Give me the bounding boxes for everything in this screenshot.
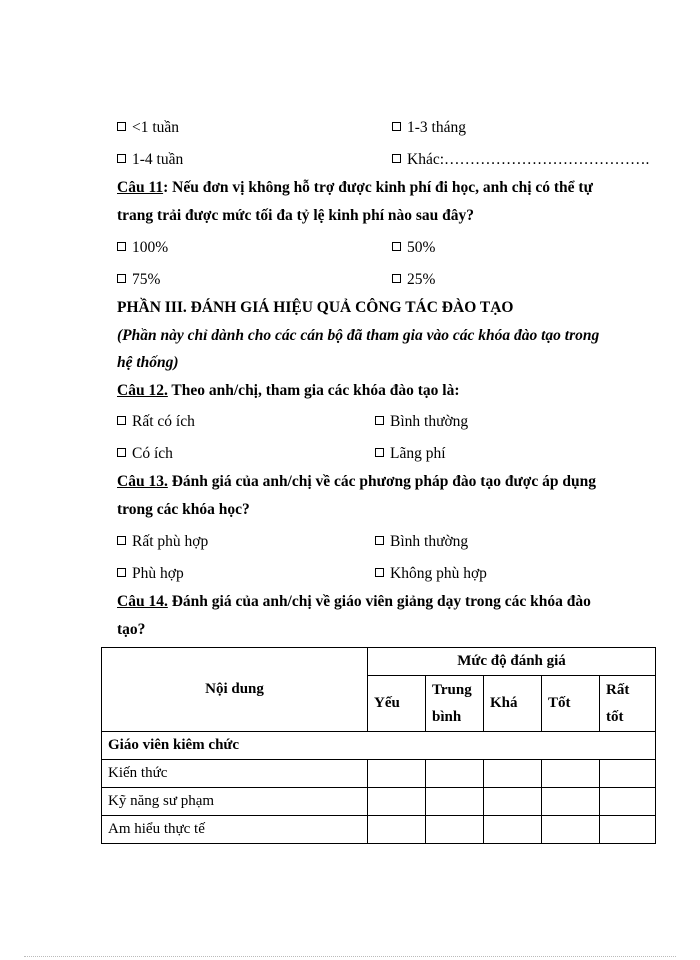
option-label: Có ích	[132, 445, 173, 462]
rating-cell[interactable]	[426, 816, 484, 844]
rating-cell[interactable]	[542, 816, 600, 844]
checkbox-icon[interactable]	[117, 568, 126, 577]
option-label: Khác:………………………………….	[407, 151, 650, 168]
option-1-3-months[interactable]	[392, 118, 466, 138]
question-text: trong các khóa học?	[117, 501, 250, 518]
row-label: Kỹ năng sư phạm	[102, 788, 368, 816]
question-text: Đánh giá của anh/chị về các phương pháp đào tạo được áp dụng	[167, 473, 596, 490]
option-label: 50%	[407, 239, 436, 256]
option-label: 1-3 tháng	[407, 119, 466, 136]
question-text: Đánh giá của anh/chị về giáo viên giảng dạy trong các khóa đào	[167, 593, 591, 610]
content-header: Nội dung	[102, 648, 368, 732]
table-row	[102, 816, 656, 844]
rating-cell[interactable]	[542, 760, 600, 788]
option-1-4-weeks[interactable]	[117, 150, 183, 170]
option-normal[interactable]	[375, 412, 468, 432]
checkbox-icon[interactable]	[117, 448, 126, 457]
level-header-good	[542, 676, 600, 732]
row-label: Kiến thức	[102, 760, 368, 788]
option-label: Phù hợp	[132, 565, 184, 582]
table-header-row	[102, 648, 656, 676]
checkbox-icon[interactable]	[392, 242, 401, 251]
rating-cell[interactable]	[484, 760, 542, 788]
level-label: bình	[432, 708, 462, 725]
option-normal-13[interactable]	[375, 532, 468, 552]
option-label: 75%	[132, 271, 161, 288]
rating-cell[interactable]	[600, 816, 656, 844]
table-row	[102, 760, 656, 788]
question-text: trang trải được mức tối đa tỷ lệ kinh phí nào sau đây?	[117, 207, 475, 224]
level-header-average	[426, 676, 484, 732]
level-label: Tốt	[548, 695, 571, 711]
checkbox-icon[interactable]	[392, 122, 401, 131]
option-label: 1-4 tuần	[132, 151, 184, 168]
question-text: : Nếu đơn vị không hỗ trợ được kinh phí đi học, anh chị có thể tự	[163, 179, 593, 196]
table-row	[102, 788, 656, 816]
checkbox-icon[interactable]	[375, 416, 384, 425]
option-label: 25%	[407, 271, 436, 288]
checkbox-icon[interactable]	[392, 154, 401, 163]
checkbox-icon[interactable]	[117, 122, 126, 131]
checkbox-icon[interactable]	[117, 536, 126, 545]
checkbox-icon[interactable]	[392, 274, 401, 283]
rating-cell[interactable]	[600, 788, 656, 816]
rating-cell[interactable]	[368, 816, 426, 844]
question-12	[117, 381, 460, 401]
option-very-suitable[interactable]	[117, 532, 208, 552]
question-14-cont	[117, 620, 145, 640]
rating-table	[101, 647, 656, 844]
section-note: (Phần này chỉ dành cho các cán bộ đã tham gia vào các khóa đào tạo trong	[117, 327, 600, 344]
question-text: tạo?	[117, 621, 146, 638]
rating-header: Mức độ đánh giá	[368, 648, 656, 676]
option-useful[interactable]	[117, 444, 173, 464]
question-label: Câu 13.	[117, 473, 168, 490]
option-less-1-week[interactable]	[117, 118, 179, 138]
question-13-cont	[117, 500, 250, 520]
level-label: tốt	[606, 708, 624, 725]
rating-cell[interactable]	[426, 788, 484, 816]
option-100-percent[interactable]	[117, 238, 168, 258]
question-label: Câu 11	[117, 179, 164, 196]
rating-cell[interactable]	[542, 788, 600, 816]
checkbox-icon[interactable]	[117, 242, 126, 251]
checkbox-icon[interactable]	[117, 154, 126, 163]
checkbox-icon[interactable]	[117, 274, 126, 283]
rating-cell[interactable]	[368, 788, 426, 816]
option-label: Không phù hợp	[390, 565, 487, 582]
option-label: <1 tuần	[132, 119, 180, 136]
checkbox-icon[interactable]	[375, 536, 384, 545]
option-label: Bình thường	[390, 413, 469, 430]
option-label: Lãng phí	[390, 445, 446, 462]
level-label: Khá	[490, 695, 518, 711]
level-header-very-good	[600, 676, 656, 732]
option-75-percent[interactable]	[117, 270, 160, 290]
question-label: Câu 12.	[117, 382, 168, 399]
option-very-useful[interactable]	[117, 412, 195, 432]
row-label: Am hiểu thực tế	[102, 816, 368, 844]
level-header-fair	[484, 676, 542, 732]
rating-cell[interactable]	[368, 760, 426, 788]
section-heading: PHẦN III. ĐÁNH GIÁ HIỆU QUẢ CÔNG TÁC ĐÀO TẠO	[117, 299, 514, 316]
level-label: Trung	[432, 681, 472, 698]
rating-cell[interactable]	[484, 788, 542, 816]
option-not-suitable[interactable]	[375, 564, 487, 584]
option-50-percent[interactable]	[392, 238, 435, 258]
option-label: Bình thường	[390, 533, 469, 550]
level-header-weak	[368, 676, 426, 732]
group-label: Giáo viên kiêm chức	[102, 732, 656, 760]
option-25-percent[interactable]	[392, 270, 435, 290]
question-text: Theo anh/chị, tham gia các khóa đào tạo là:	[167, 382, 460, 399]
group-row	[102, 732, 656, 760]
rating-cell[interactable]	[426, 760, 484, 788]
question-13	[117, 472, 596, 492]
level-label: Rất	[606, 681, 630, 698]
page-divider	[24, 956, 676, 957]
question-11	[117, 178, 593, 198]
question-11-cont	[117, 206, 474, 226]
option-label: Rất phù hợp	[132, 533, 209, 550]
checkbox-icon[interactable]	[375, 568, 384, 577]
rating-cell[interactable]	[600, 760, 656, 788]
rating-cell[interactable]	[484, 816, 542, 844]
level-label: Yếu	[374, 695, 400, 711]
option-label: Rất có ích	[132, 413, 195, 430]
checkbox-icon[interactable]	[375, 448, 384, 457]
question-14	[117, 592, 591, 612]
option-other[interactable]	[392, 150, 649, 170]
option-wasteful[interactable]	[375, 444, 446, 464]
section-note-cont: hệ thống)	[117, 354, 179, 371]
checkbox-icon[interactable]	[117, 416, 126, 425]
option-suitable[interactable]	[117, 564, 184, 584]
question-label: Câu 14.	[117, 593, 168, 610]
option-label: 100%	[132, 239, 169, 256]
